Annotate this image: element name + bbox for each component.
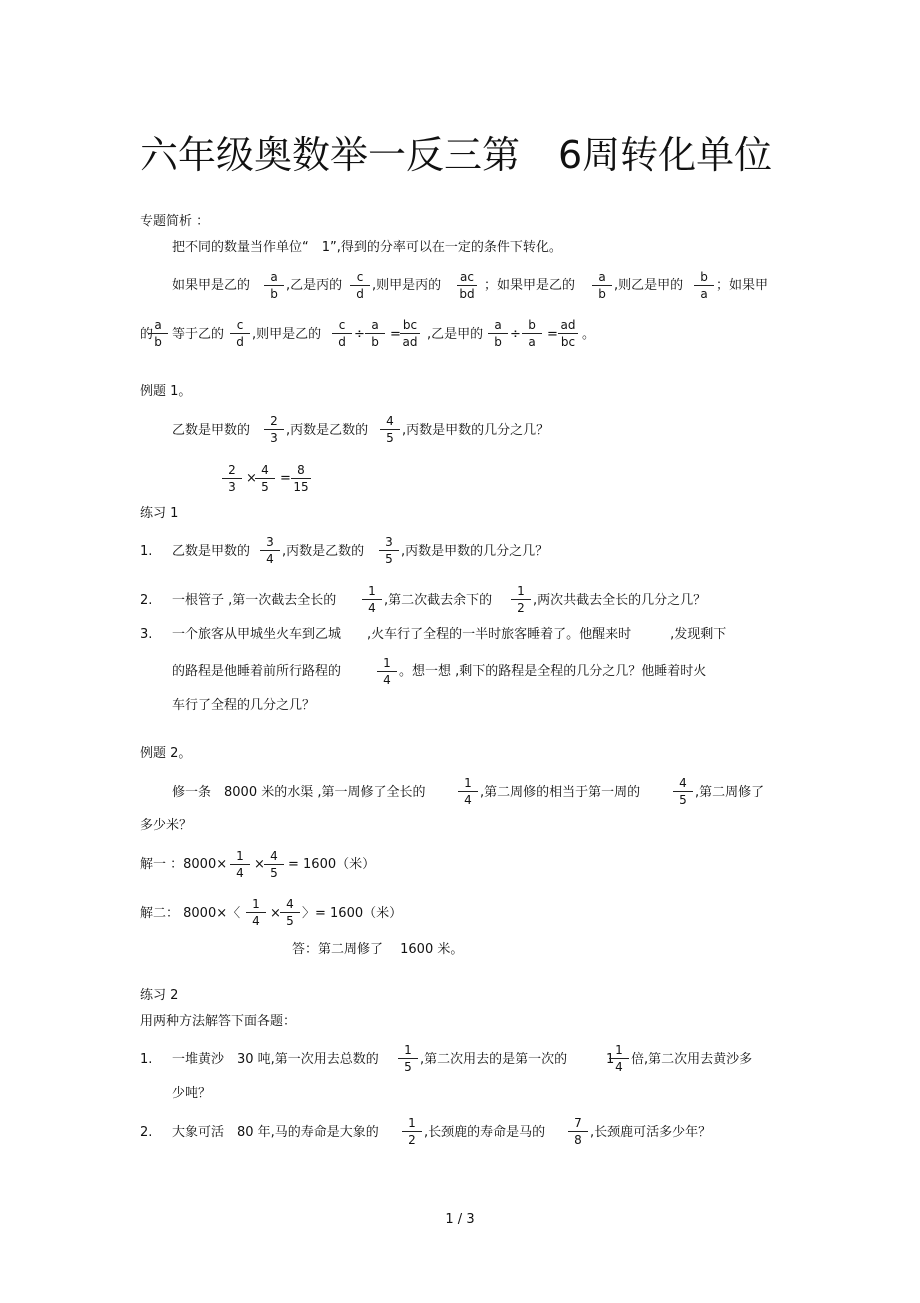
question-text: 一个旅客从甲城坐火车到乙城 ,火车行了全程的一半时旅客睡着了。他醒来时 ,发现剩下 (172, 627, 727, 642)
fraction: 7 8 (566, 1116, 590, 1147)
fraction: 2 3 (262, 414, 286, 445)
operator: = (547, 327, 558, 342)
page-number: 1 / 3 (445, 1212, 475, 1227)
intro-text: 的 (140, 327, 154, 342)
operator: × (254, 857, 265, 872)
fraction: 4 5 (278, 897, 302, 928)
operator: ÷ (510, 327, 521, 342)
solution-text: 〉= 1600（米） (302, 906, 403, 921)
fraction: ac bd (455, 270, 479, 301)
question-text: ,第二周修的相当于第一周的 (480, 785, 641, 800)
question-text: ,丙数是甲数的几分之几？ (401, 544, 549, 559)
question-text: ,第二次截去余下的 (384, 593, 493, 608)
fraction: 1 4 (228, 849, 252, 880)
intro-text: ,则乙是甲的 (614, 278, 684, 293)
item-number: 2. (140, 1125, 153, 1140)
fraction: bc ad (398, 318, 422, 349)
fraction: a b (146, 318, 170, 349)
fraction: 4 5 (262, 849, 286, 880)
question-text: 的路程是他睡着前所行路程的 (172, 664, 342, 679)
practice-heading: 练习 1 (140, 506, 179, 521)
question-text: 一根管子 ,第一次截去全长的 (172, 593, 337, 608)
intro-text: ,则甲是丙的 (372, 278, 442, 293)
fraction: 1 4 (456, 776, 480, 807)
fraction: 4 5 (378, 414, 402, 445)
example-heading: 例题 1。 (140, 384, 192, 399)
fraction: 4 5 (671, 776, 695, 807)
operator: = (280, 471, 291, 486)
fraction: 2 3 (220, 463, 244, 494)
question-text: ,长颈鹿可活多少年？ (590, 1125, 712, 1140)
question-text: 乙数是甲数的 (172, 544, 251, 559)
question-text: ,丙数是乙数的 (286, 423, 369, 438)
page-title: 六年级奥数举一反三第 6周转化单位 (140, 133, 773, 177)
fraction: 8 15 (289, 463, 313, 494)
intro-text: ；如果甲是乙的 (484, 278, 576, 293)
operator: = (390, 327, 401, 342)
solution-text: 解二： 8000×〈 (140, 906, 241, 921)
mixed-number-whole: 1 (606, 1052, 615, 1067)
fraction: c d (348, 270, 372, 301)
fraction: 4 5 (253, 463, 277, 494)
question-text: 少吨？ (172, 1086, 212, 1101)
fraction: a b (486, 318, 510, 349)
operator: × (246, 471, 257, 486)
intro-text: ；如果甲 (716, 278, 769, 293)
operator: ÷ (354, 327, 365, 342)
intro-heading: 专题简析 ： (140, 214, 210, 229)
fraction: a b (262, 270, 286, 301)
fraction: c d (330, 318, 354, 349)
fraction: 1 4 (244, 897, 268, 928)
question-text: 乙数是甲数的 (172, 423, 251, 438)
question-text: 修一条 8000 米的水渠 ,第一周修了全长的 (172, 785, 426, 800)
fraction: 1 2 (509, 584, 533, 615)
answer-text: 答：第二周修了 1600 米。 (292, 942, 464, 957)
question-text: 车行了全程的几分之几？ (172, 698, 316, 713)
operator: × (270, 906, 281, 921)
solution-text: 解一 ：8000× (140, 857, 228, 872)
fraction: 1 4 (607, 1043, 631, 1074)
fraction: 1 5 (396, 1043, 420, 1074)
instruction-text: 用两种方法解答下面各题： (140, 1014, 297, 1029)
fraction: a b (590, 270, 614, 301)
intro-text: ,乙是丙的 (286, 278, 343, 293)
question-text: ,第二次用去的是第一次的 (420, 1052, 568, 1067)
solution-text: = 1600（米） (288, 857, 376, 872)
example-heading: 例题 2。 (140, 746, 192, 761)
item-number: 1. (140, 1052, 153, 1067)
question-text: 倍,第二次用去黄沙多 (631, 1052, 753, 1067)
question-text: 。想一想 ,剩下的路程是全程的几分之几？他睡着时火 (399, 664, 707, 679)
question-text: 多少米？ (140, 818, 193, 833)
fraction: 1 2 (400, 1116, 424, 1147)
item-number: 2. (140, 593, 153, 608)
intro-text: ,乙是甲的 (427, 327, 484, 342)
intro-text: 如果甲是乙的 (172, 278, 251, 293)
question-text: ,两次共截去全长的几分之几？ (533, 593, 707, 608)
fraction: c d (228, 318, 252, 349)
question-text: ,长颈鹿的寿命是马的 (424, 1125, 546, 1140)
fraction: 1 4 (360, 584, 384, 615)
fraction: b a (520, 318, 544, 349)
item-number: 3. (140, 627, 153, 642)
fraction: a b (363, 318, 387, 349)
question-text: ,丙数是乙数的 (282, 544, 365, 559)
intro-text: 。 (582, 327, 596, 342)
intro-text: 等于乙的 (172, 327, 225, 342)
item-number: 1. (140, 544, 153, 559)
question-text: 大象可活 80 年,马的寿命是大象的 (172, 1125, 379, 1140)
question-text: ,第二周修了 (695, 785, 765, 800)
practice-heading: 练习 2 (140, 988, 179, 1003)
fraction: 3 4 (258, 535, 282, 566)
fraction: 3 5 (377, 535, 401, 566)
question-text: 一堆黄沙 30 吨,第一次用去总数的 (172, 1052, 379, 1067)
fraction: b a (692, 270, 716, 301)
intro-line: 把不同的数量当作单位“ 1”,得到的分率可以在一定的条件下转化。 (172, 240, 562, 255)
question-text: ,丙数是甲数的几分之几？ (402, 423, 550, 438)
fraction: 1 4 (375, 656, 399, 687)
intro-text: ,则甲是乙的 (252, 327, 322, 342)
fraction: ad bc (556, 318, 580, 349)
